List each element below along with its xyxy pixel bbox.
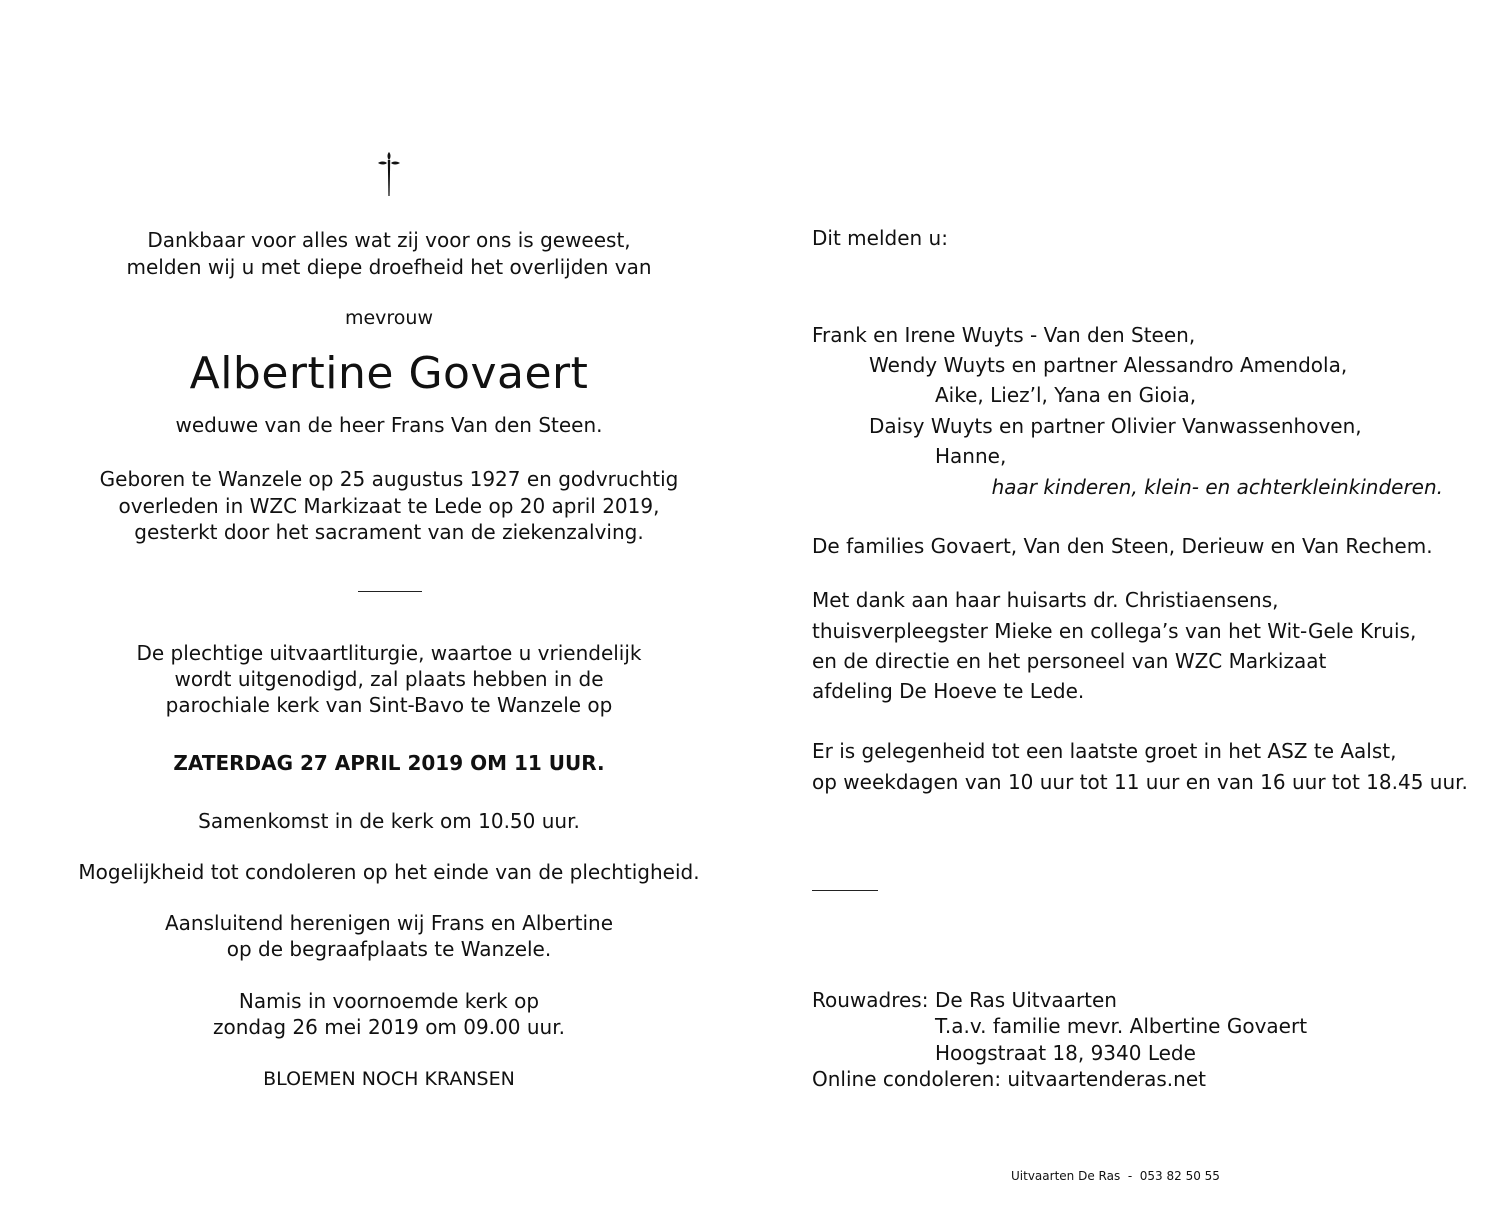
liturgy-line-1: De plechtige uitvaartliturgie, waartoe u vriendelijk <box>136 641 642 665</box>
address-label: Rouwadres: <box>812 988 929 1012</box>
birth-line-2: overleden in WZC Markizaat te Lede op 20 april 2019, <box>118 494 660 518</box>
family-line-5: Hanne, <box>935 444 1007 468</box>
thanks-line-2: thuisverpleegster Mieke en collega’s van het Wit-Gele Kruis, <box>812 619 1417 643</box>
gathering-line: Samenkomst in de kerk om 10.50 uur. <box>198 809 580 833</box>
mass-line-2: zondag 26 mei 2019 om 09.00 uur. <box>213 1015 565 1039</box>
cross-icon <box>377 150 401 198</box>
divider-left <box>358 591 422 592</box>
deceased-name: Albertine Govaert <box>189 348 589 399</box>
thanks-line-3: en de directie en het personeel van WZC Markizaat <box>812 649 1327 673</box>
divider-right <box>812 890 878 891</box>
visit-line-1: Er is gelegenheid tot een laatste groet in het ASZ te Aalst, <box>812 739 1397 763</box>
liturgy-line-3: parochiale kerk van Sint-Bavo te Wanzele op <box>165 693 613 717</box>
cross-symbol <box>377 150 401 198</box>
intro-line-1: Dankbaar voor alles wat zij voor ons is geweest, <box>147 228 631 252</box>
honorific: mevrouw <box>344 307 434 329</box>
online-condolence: Online condoleren: uitvaartenderas.net <box>812 1067 1206 1091</box>
thanks-line-4: afdeling De Hoeve te Lede. <box>812 679 1085 703</box>
funeral-date: ZATERDAG 27 APRIL 2019 OM 11 UUR. <box>173 751 605 775</box>
family-line-1: Frank en Irene Wuyts - Van den Steen, <box>812 323 1196 347</box>
birth-line-1: Geboren te Wanzele op 25 augustus 1927 en godvruchtig <box>99 467 679 491</box>
families-line: De families Govaert, Van den Steen, Derieuw en Van Rechem. <box>812 534 1433 558</box>
condolence-line: Mogelijkheid tot condoleren op het einde van de plechtigheid. <box>78 860 700 884</box>
visit-line-2: op weekdagen van 10 uur tot 11 uur en van 16 uur tot 18.45 uur. <box>812 770 1468 794</box>
family-note: haar kinderen, klein- en achterkleinkinderen. <box>991 475 1443 499</box>
liturgy-line-2: wordt uitgenodigd, zal plaats hebben in de <box>174 667 604 691</box>
thanks-line-1: Met dank aan haar huisarts dr. Christiaensens, <box>812 588 1279 612</box>
family-line-2: Wendy Wuyts en partner Alessandro Amendola, <box>869 353 1348 377</box>
address-line-1: De Ras Uitvaarten <box>935 988 1117 1012</box>
widow-line: weduwe van de heer Frans Van den Steen. <box>175 413 603 437</box>
announce-line: Dit melden u: <box>812 226 948 250</box>
burial-line-2: op de begraafplaats te Wanzele. <box>226 937 552 961</box>
footer-funeral-home: Uitvaarten De Ras - 053 82 50 55 <box>1011 1169 1220 1183</box>
address-line-2: T.a.v. familie mevr. Albertine Govaert <box>935 1014 1308 1038</box>
birth-line-3: gesterkt door het sacrament van de ziekenzalving. <box>134 520 644 544</box>
family-line-3: Aike, Liez’l, Yana en Gioia, <box>935 383 1197 407</box>
mass-line-1: Namis in voornoemde kerk op <box>238 989 540 1013</box>
burial-line-1: Aansluitend herenigen wij Frans en Albertine <box>164 911 614 935</box>
flowers-line: BLOEMEN NOCH KRANSEN <box>263 1068 515 1090</box>
address-line-3: Hoogstraat 18, 9340 Lede <box>935 1041 1196 1065</box>
family-line-4: Daisy Wuyts en partner Olivier Vanwassenhoven, <box>869 414 1362 438</box>
intro-line-2: melden wij u met diepe droefheid het overlijden van <box>126 255 652 279</box>
